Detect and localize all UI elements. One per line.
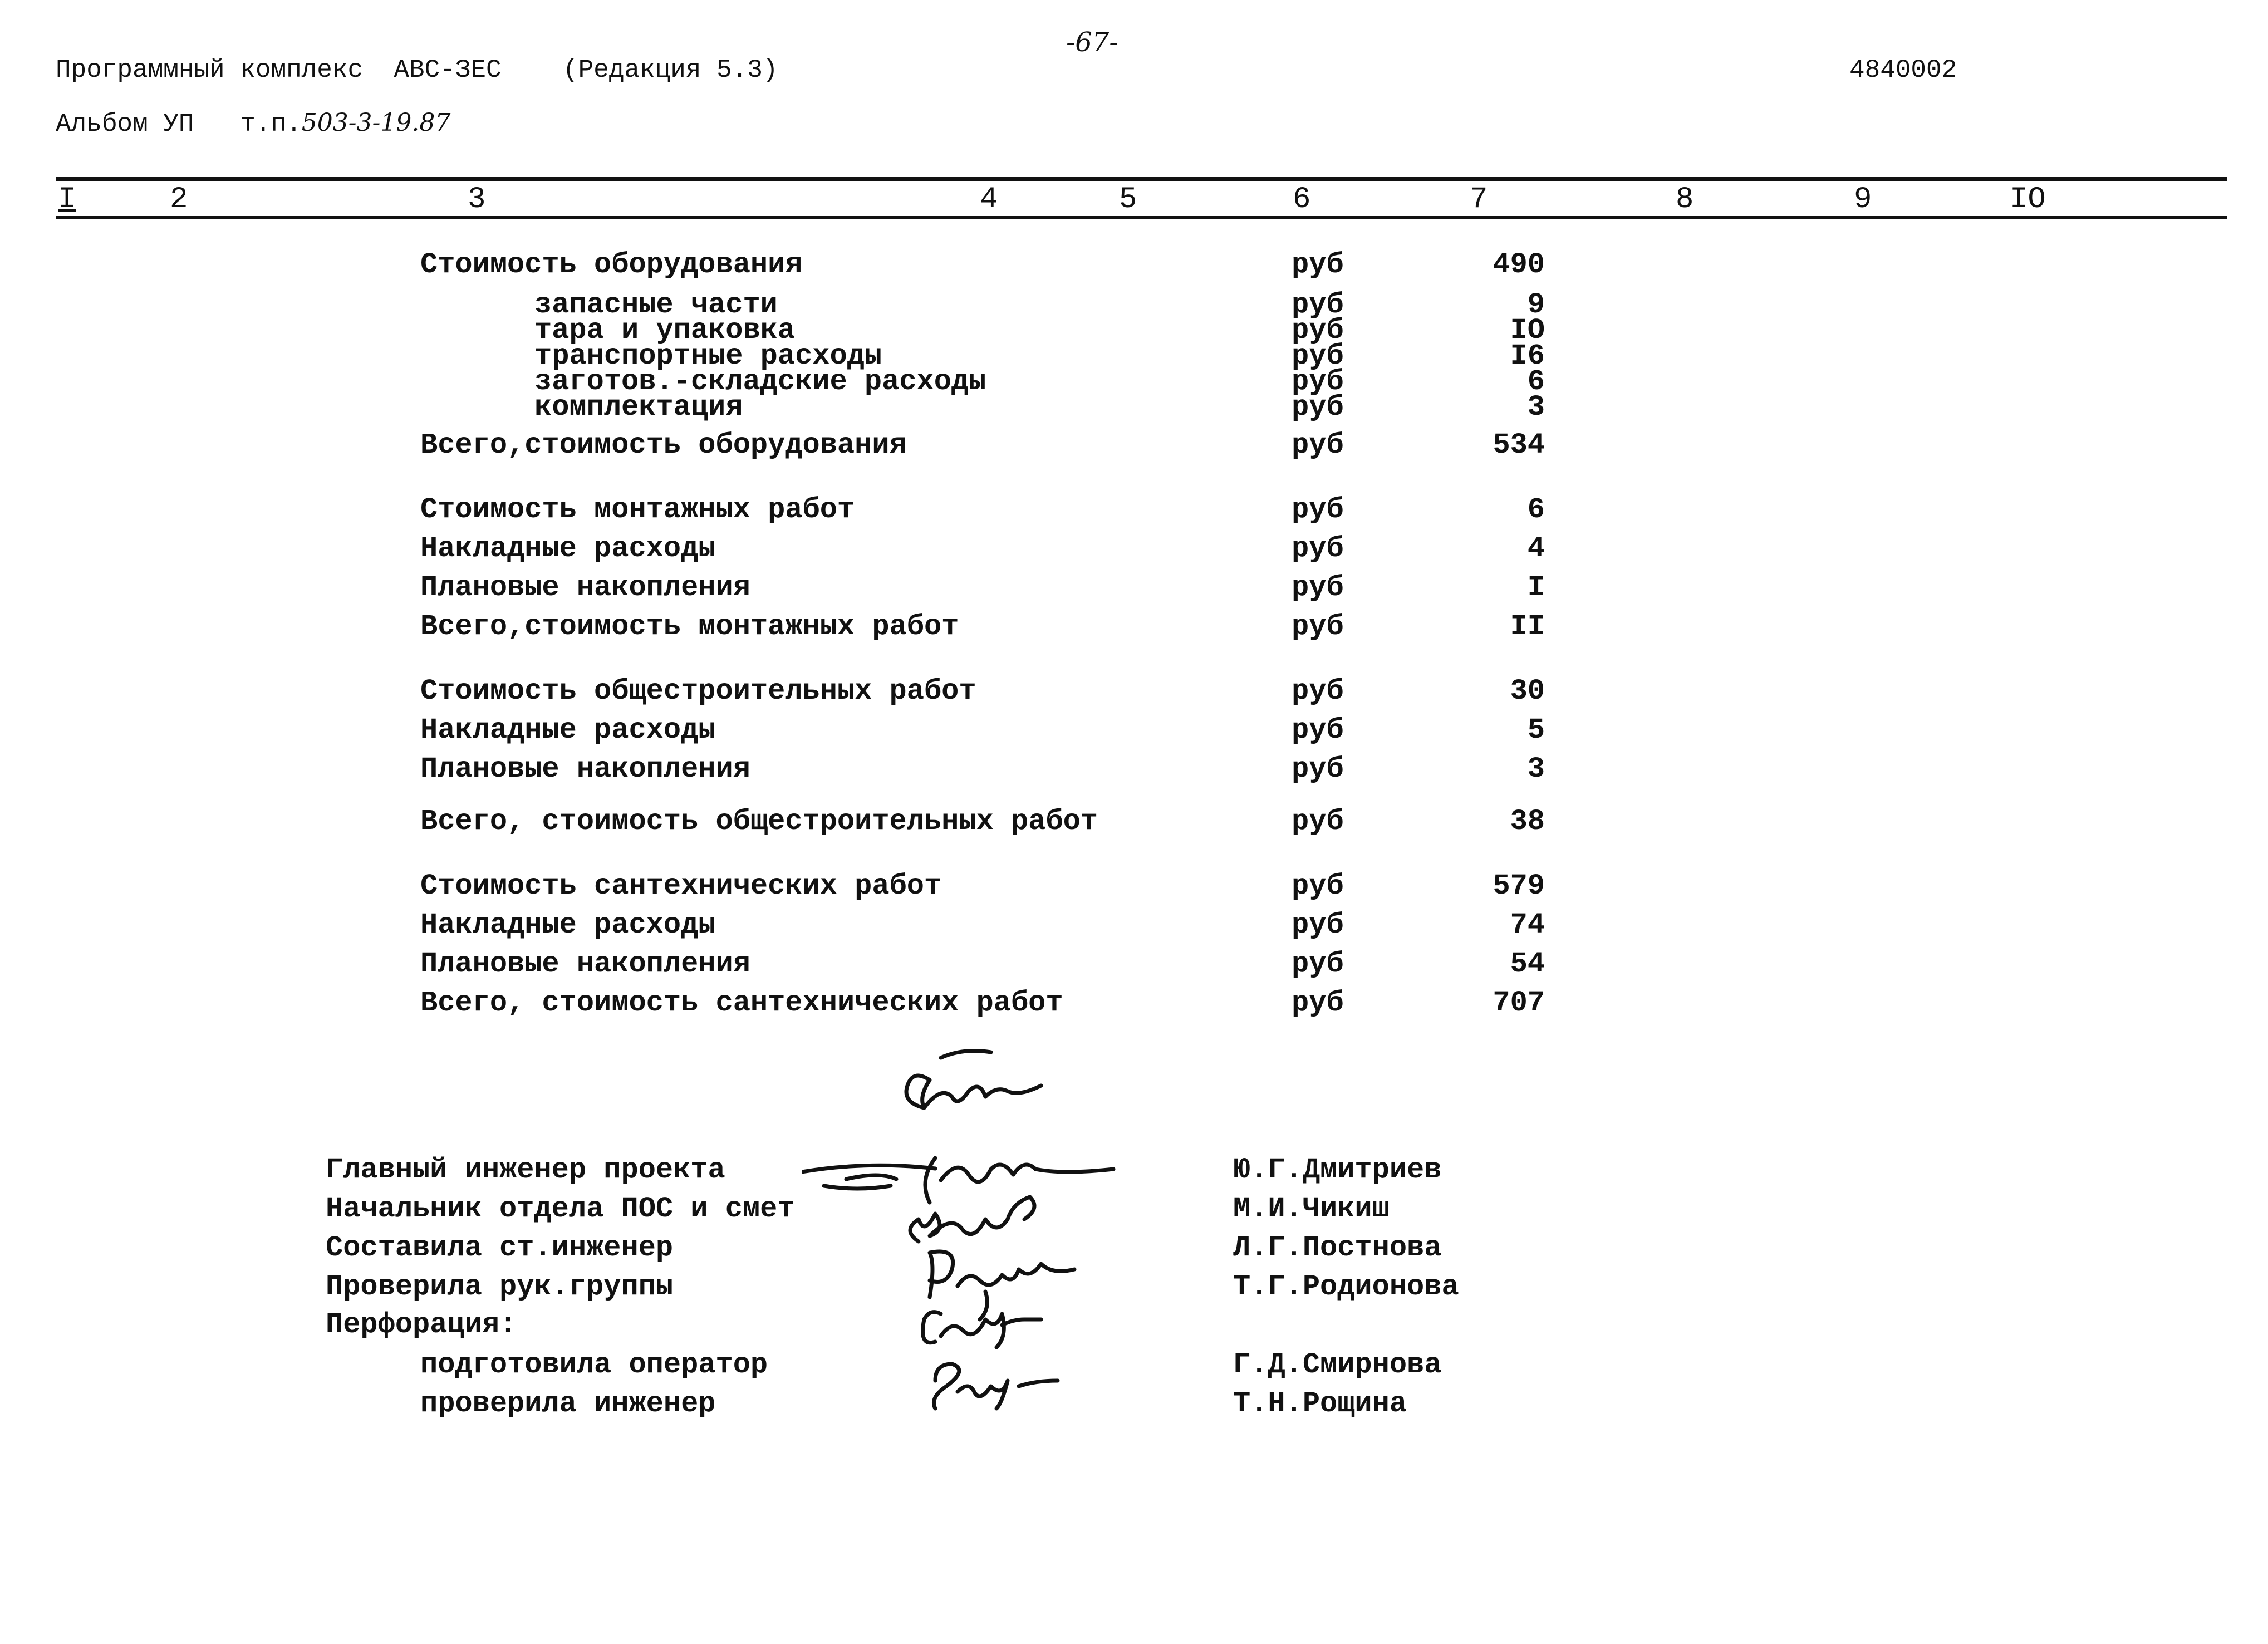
- table-row: [420, 714, 1545, 747]
- row-label: Накладные расходы: [420, 909, 716, 941]
- signature-role: Проверила рук.группы: [326, 1270, 674, 1303]
- table-row: [420, 753, 1545, 786]
- row-unit: руб: [1292, 248, 1344, 281]
- col-3: 3: [468, 183, 486, 217]
- handwritten-signatures: [802, 1047, 1191, 1447]
- row-value: 74: [1510, 909, 1545, 941]
- table-row: [420, 391, 1545, 424]
- row-label: запасные части: [534, 288, 778, 321]
- table-row: [420, 870, 1545, 903]
- row-unit: руб: [1292, 753, 1344, 786]
- row-label: Плановые накопления: [420, 948, 750, 980]
- table-row: [420, 948, 1545, 981]
- row-value: II: [1510, 610, 1545, 643]
- table-row: [420, 532, 1545, 566]
- signature-name: Т.Г.Родионова: [1233, 1270, 1459, 1303]
- row-label: тара и упаковка: [534, 314, 796, 347]
- signature-role: Перфорация:: [326, 1308, 517, 1341]
- col-4: 4: [980, 183, 998, 217]
- col-1: I: [58, 183, 76, 217]
- signature-role: Главный инженер проекта: [326, 1154, 725, 1186]
- table-row: [420, 429, 1545, 462]
- signature-name: Л.Г.Постнова: [1233, 1231, 1442, 1264]
- signature-role: подготовила оператор: [420, 1348, 768, 1381]
- top-rule: [56, 177, 2227, 181]
- row-unit: руб: [1292, 610, 1344, 643]
- row-label: Стоимость сантехнических работ: [420, 870, 942, 902]
- album-line: [56, 109, 450, 139]
- program-title: [56, 56, 778, 85]
- row-unit: руб: [1292, 365, 1344, 398]
- row-unit: руб: [1292, 805, 1344, 838]
- row-unit: руб: [1292, 909, 1344, 941]
- col-8: 8: [1676, 183, 1694, 217]
- row-value: 38: [1510, 805, 1545, 838]
- album-label: Альбом УП: [56, 110, 194, 139]
- row-value: 534: [1493, 429, 1545, 462]
- col-9: 9: [1854, 183, 1872, 217]
- table-row: [420, 610, 1545, 644]
- row-unit: руб: [1292, 571, 1344, 604]
- row-label: Стоимость монтажных работ: [420, 493, 855, 526]
- row-value: I6: [1510, 340, 1545, 372]
- page-number: -67-: [1066, 27, 1118, 58]
- row-unit: руб: [1292, 288, 1344, 321]
- program-code: АВС-ЗЕС: [394, 56, 502, 85]
- row-unit: руб: [1292, 948, 1344, 980]
- row-value: 9: [1527, 288, 1545, 321]
- row-unit: руб: [1292, 532, 1344, 565]
- row-unit: руб: [1292, 429, 1344, 462]
- tp-label: т.п.: [240, 110, 302, 139]
- row-value: 3: [1527, 753, 1545, 786]
- row-value: 579: [1493, 870, 1545, 902]
- signature-name: Т.Н.Рощина: [1233, 1387, 1407, 1420]
- row-label: транспортные расходы: [534, 340, 882, 372]
- col-5: 5: [1119, 183, 1137, 217]
- row-value: I: [1527, 571, 1545, 604]
- row-unit: руб: [1292, 493, 1344, 526]
- row-value: IO: [1510, 314, 1545, 347]
- row-unit: руб: [1292, 391, 1344, 424]
- row-value: 490: [1493, 248, 1545, 281]
- row-value: 5: [1527, 714, 1545, 747]
- row-value: 707: [1493, 987, 1545, 1019]
- edition: (Редакция 5.3): [562, 56, 778, 85]
- row-value: 3: [1527, 391, 1545, 424]
- row-unit: руб: [1292, 987, 1344, 1019]
- row-label: Накладные расходы: [420, 532, 716, 565]
- table-row: [420, 248, 1545, 282]
- table-row: [420, 909, 1545, 942]
- signature-name: М.И.Чикиш: [1233, 1192, 1390, 1225]
- row-label: Всего, стоимость общестроительных работ: [420, 805, 1098, 838]
- col-6: 6: [1293, 183, 1311, 217]
- row-label: Стоимость общестроительных работ: [420, 675, 976, 708]
- doc-code: 4840002: [1849, 56, 1957, 85]
- table-row: [420, 675, 1545, 708]
- col-7: 7: [1470, 183, 1488, 217]
- col-10: IO: [2010, 183, 2046, 217]
- signature-name: Г.Д.Смирнова: [1233, 1348, 1442, 1381]
- signature-role: Составила ст.инженер: [326, 1231, 674, 1264]
- row-label: комплектация: [534, 391, 743, 424]
- signature-role: проверила инженер: [420, 1387, 716, 1420]
- table-row: [420, 493, 1545, 527]
- row-label: Плановые накопления: [420, 753, 750, 786]
- row-label: Стоимость оборудования: [420, 248, 803, 281]
- row-label: Всего, стоимость сантехнических работ: [420, 987, 1063, 1019]
- row-label: Всего,стоимость монтажных работ: [420, 610, 959, 643]
- table-row: [420, 987, 1545, 1020]
- row-unit: руб: [1292, 314, 1344, 347]
- row-value: 54: [1510, 948, 1545, 980]
- col-2: 2: [170, 183, 188, 217]
- row-value: 6: [1527, 493, 1545, 526]
- row-unit: руб: [1292, 870, 1344, 902]
- table-row: [420, 805, 1545, 838]
- tp-number: 503-3-19.87: [301, 109, 451, 137]
- row-label: Всего,стоимость оборудования: [420, 429, 907, 462]
- row-value: 30: [1510, 675, 1545, 708]
- table-row: [420, 571, 1545, 605]
- signature-name: Ю.Г.Дмитриев: [1233, 1154, 1442, 1186]
- row-unit: руб: [1292, 714, 1344, 747]
- row-unit: руб: [1292, 340, 1344, 372]
- signature-role: Начальник отдела ПОС и смет: [326, 1192, 795, 1225]
- row-label: Плановые накопления: [420, 571, 750, 604]
- program-label: Программный комплекс: [56, 56, 364, 85]
- row-label: заготов.-складские расходы: [534, 365, 986, 398]
- row-value: 6: [1527, 365, 1545, 398]
- bottom-rule: [56, 216, 2227, 219]
- row-unit: руб: [1292, 675, 1344, 708]
- row-value: 4: [1527, 532, 1545, 565]
- row-label: Накладные расходы: [420, 714, 716, 747]
